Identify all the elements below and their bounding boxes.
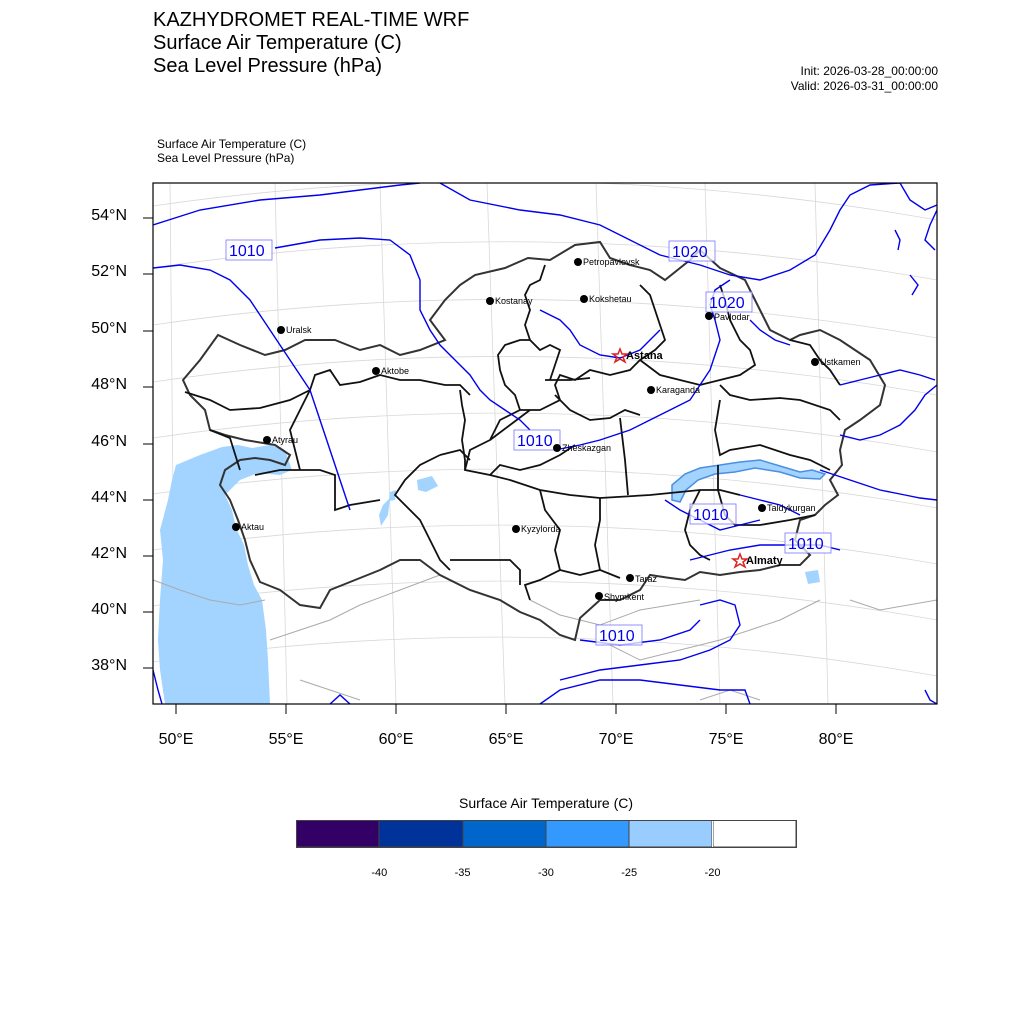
title-line-1: KAZHYDROMET REAL-TIME WRF: [153, 9, 470, 31]
colorbar-frame: [296, 820, 797, 848]
title-line-3: Sea Level Pressure (hPa): [153, 55, 383, 77]
city-label-taraz: Taraz: [635, 574, 658, 584]
isobar-label-south: 1010: [599, 628, 635, 645]
city-dot-pavlodar: [705, 312, 713, 320]
lat-label: 52°N: [91, 263, 127, 280]
city-label-uralsk: Uralsk: [286, 325, 312, 335]
isobar-label-west: 1010: [229, 243, 265, 260]
city-label-kyzylorda: Kyzylorda: [521, 524, 561, 534]
city-dot-atyrau: [263, 436, 271, 444]
city-label-pavlodar: Pavlodar: [714, 312, 750, 322]
lat-label: 40°N: [91, 601, 127, 618]
isobar-label-center: 1010: [517, 433, 553, 450]
city-label-petropavlovsk: Petropavlovsk: [583, 257, 640, 267]
lon-label: 70°E: [598, 731, 634, 748]
city-dot-shymkent: [595, 592, 603, 600]
isobar-label-balkhash: 1010: [693, 507, 729, 524]
capital-star-icon: [613, 349, 627, 362]
valid-time: Valid: 2026-03-31_00:00:00: [790, 79, 938, 93]
colorbar-title: Surface Air Temperature (C): [458, 795, 634, 811]
aral-sea: [417, 476, 438, 492]
city-label-aktobe: Aktobe: [381, 366, 410, 376]
lon-label: 60°E: [378, 731, 414, 748]
lon-label: 80°E: [818, 731, 854, 748]
city-label-atyrau: Atyrau: [272, 435, 299, 445]
colorbar-label: -20: [704, 867, 721, 879]
city-dot-zheskazgan: [553, 444, 561, 452]
lon-label: 50°E: [158, 731, 194, 748]
colorbar-label: -25: [621, 867, 638, 879]
lon-label: 55°E: [268, 731, 304, 748]
lat-label: 42°N: [91, 545, 127, 562]
lake-balkhash: [672, 460, 825, 502]
colorbar-label: -40: [371, 867, 388, 879]
city-dot-kyzylorda: [512, 525, 520, 533]
isobar-label-north: 1020: [672, 244, 708, 261]
isobar-label-east: 1010: [788, 536, 824, 553]
lat-label: 44°N: [91, 489, 127, 506]
city-dot-aktobe: [372, 367, 380, 375]
city-dot-taraz: [626, 574, 634, 582]
colorbar-label: -30: [537, 867, 554, 879]
subtitle-line-1: Surface Air Temperature (C): [157, 137, 307, 151]
city-dot-kostanay: [486, 297, 494, 305]
lat-label: 48°N: [91, 376, 127, 393]
lat-label: 54°N: [91, 207, 127, 224]
city-label-zheskazgan: Zheskazgan: [562, 443, 612, 453]
lat-label: 50°N: [91, 320, 127, 337]
city-label-kostanay: Kostanay: [495, 296, 533, 306]
lat-label: 46°N: [91, 433, 127, 450]
city-label-karaganda: Karaganda: [656, 385, 701, 395]
city-label-astana: Astana: [626, 350, 663, 362]
city-label-shymkent: Shymkent: [604, 592, 645, 602]
lon-label: 75°E: [708, 731, 744, 748]
aral-west: [379, 498, 390, 526]
lake-east: [805, 570, 820, 584]
city-label-almaty: Almaty: [746, 555, 783, 567]
colorbar-label: -35: [454, 867, 471, 879]
city-dot-aktau: [232, 523, 240, 531]
title-line-2: Surface Air Temperature (C): [153, 32, 402, 54]
city-label-aktau: Aktau: [241, 522, 265, 532]
caspian-sea: [158, 445, 292, 704]
city-dot-kokshetau: [580, 295, 588, 303]
lon-label: 65°E: [488, 731, 524, 748]
init-time: Init: 2026-03-28_00:00:00: [800, 64, 938, 78]
city-dot-uralsk: [277, 326, 285, 334]
city-dot-petropavlovsk: [574, 258, 582, 266]
city-label-ustkamen: Ustkamen: [820, 357, 861, 367]
city-label-kokshetau: Kokshetau: [589, 294, 632, 304]
city-label-taldykurgan: Taldykurgan: [767, 503, 816, 513]
major-city-star-icon: [733, 554, 747, 567]
subtitle-line-2: Sea Level Pressure (hPa): [157, 151, 295, 165]
city-dot-karaganda: [647, 386, 655, 394]
city-dot-taldykurgan: [758, 504, 766, 512]
lat-label: 38°N: [91, 657, 127, 674]
isobar-label-pavlodar: 1020: [709, 295, 745, 312]
city-dot-ustkamen: [811, 358, 819, 366]
